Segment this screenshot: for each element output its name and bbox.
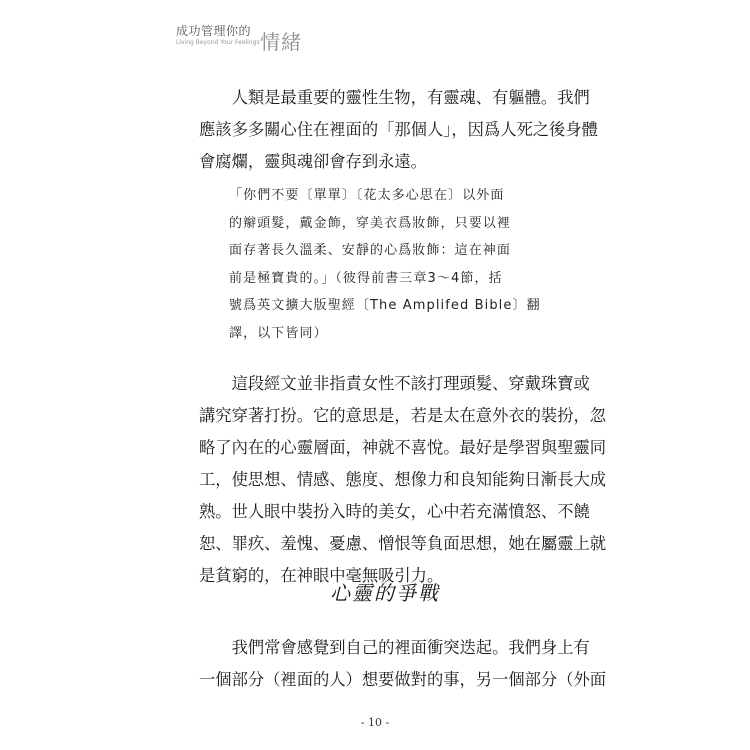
text-line: 工，使思想、情感、態度、想像力和良知能夠日漸長大成	[199, 470, 607, 489]
text-line: 恕、罪疚、羞愧、憂慮、憎恨等負面思想，她在屬靈上就	[199, 534, 607, 553]
paragraph-1	[199, 82, 598, 178]
text-line: 是貧窮的，在神眼中毫無吸引力。	[199, 566, 444, 585]
scripture-quote	[229, 182, 559, 347]
text-line: 會腐爛，靈與魂卻會存到永遠。	[199, 152, 427, 171]
quote-line: 的辮頭髮，戴金飾，穿美衣爲妝飾，只要以裡	[229, 215, 512, 231]
quote-line: 號爲英文擴大版聖經〔The Amplifed Bible〕翻	[229, 298, 541, 313]
running-header-subtitle: Living Beyond Your Feelings	[176, 39, 260, 46]
running-header-emphasis: 情緒	[260, 30, 302, 54]
quote-line: 譯，以下皆同）	[229, 325, 328, 341]
text-line: 應該多多關心住在裡面的「那個人」，因爲人死之後身體	[199, 120, 598, 139]
page-number: - 10 -	[360, 716, 390, 729]
section-heading: 心靈的爭戰	[330, 581, 440, 605]
text-line: 講究穿著打扮。它的意思是，若是太在意外衣的裝扮，忽	[199, 406, 607, 425]
quote-line: 「你們不要〔單單〕〔花太多心思在〕以外面	[229, 188, 505, 203]
text-line: 一個部分（裡面的人）想要做對的事，另一個部分（外面	[199, 670, 607, 689]
text-line: 略了內在的心靈層面，神就不喜悅。最好是學習與聖靈同	[199, 438, 607, 457]
running-header	[176, 22, 376, 52]
quote-line: 面存著長久溫柔、安靜的心爲妝飾：這在神面	[229, 243, 512, 258]
text-line: 熟。世人眼中裝扮入時的美女，心中若充滿憤怒、不饒	[199, 502, 590, 521]
paragraph-3	[199, 632, 607, 696]
quote-line: 前是極寶貴的。」（彼得前書三章3～4節，括	[229, 270, 503, 286]
text-line: 我們常會感覺到自己的裡面衝突迭起。我們身上有	[199, 638, 590, 657]
text-line: 人類是最重要的靈性生物，有靈魂、有軀體。我們	[199, 88, 590, 107]
text-line: 這段經文並非指責女性不該打理頭髮、穿戴珠寶或	[199, 374, 590, 393]
running-header-title: 成功管理你的	[176, 24, 252, 38]
paragraph-2	[199, 368, 607, 592]
